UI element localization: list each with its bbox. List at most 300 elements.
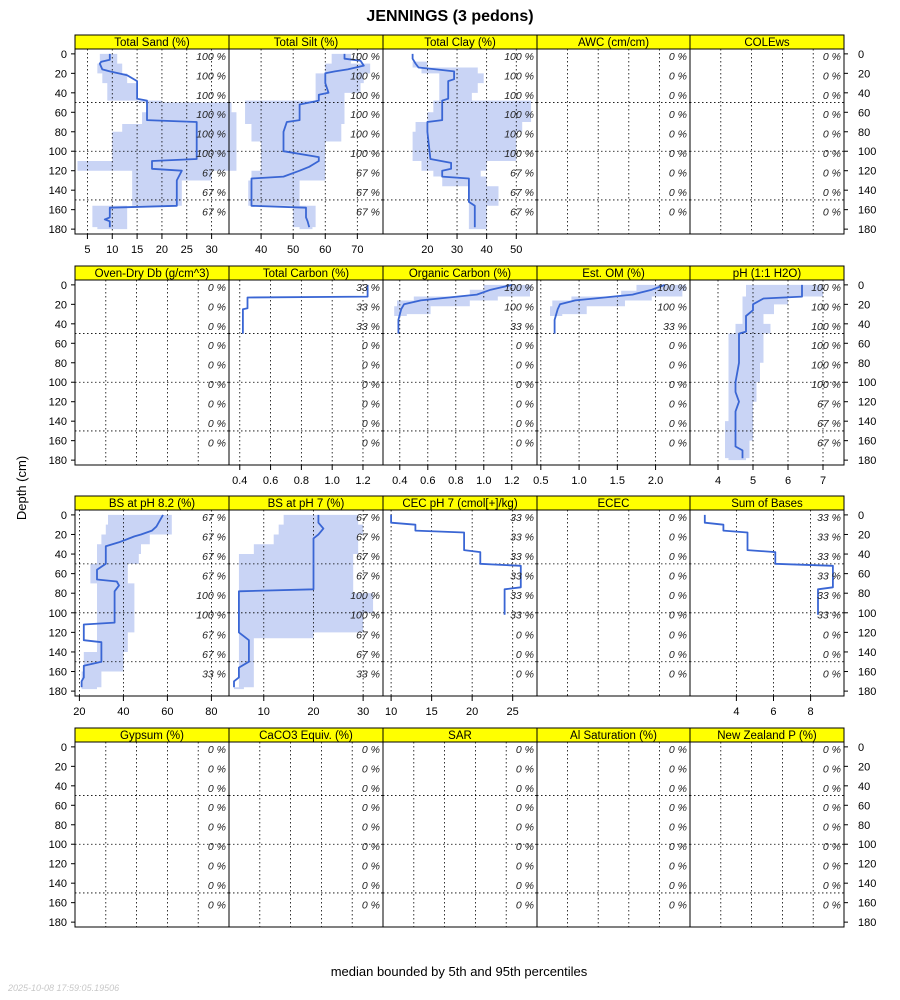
pedon-percent-label: 67 % xyxy=(510,206,534,219)
pedon-percent-label: 0 % xyxy=(668,89,687,102)
depth-tick-label-right: 100 xyxy=(858,607,877,620)
y-axis-label: Depth (cm) xyxy=(14,455,29,521)
pedon-percent-label: 100 % xyxy=(196,109,226,122)
pedon-percent-label: 100 % xyxy=(350,128,380,141)
x-tick-label: 6 xyxy=(770,706,777,718)
pedon-percent-label: 100 % xyxy=(504,148,534,161)
pedon-percent-label: 0 % xyxy=(668,763,687,776)
depth-tick-label-right: 40 xyxy=(858,780,871,793)
pedon-percent-label: 0 % xyxy=(207,398,226,411)
pedon-percent-label: 100 % xyxy=(196,148,226,161)
pedon-percent-label: 0 % xyxy=(515,648,534,661)
pedon-percent-label: 67 % xyxy=(356,206,380,219)
panel-title: Sum of Bases xyxy=(731,498,803,510)
pedon-percent-label: 33 % xyxy=(510,609,534,622)
x-tick-label: 1.0 xyxy=(324,475,340,487)
pedon-percent-label: 100 % xyxy=(657,281,687,294)
pedon-percent-label: 100 % xyxy=(811,301,841,314)
x-tick-label: 0.4 xyxy=(392,475,408,487)
pedon-percent-label: 100 % xyxy=(504,128,534,141)
pedon-percent-label: 0 % xyxy=(515,763,534,776)
pedon-percent-label: 100 % xyxy=(811,320,841,333)
pedon-percent-label: 33 % xyxy=(817,551,841,564)
x-tick-label: 6 xyxy=(784,475,792,487)
pedon-percent-label: 0 % xyxy=(515,629,534,642)
panel-title: Total Sand (%) xyxy=(114,37,190,49)
pedon-percent-label: 0 % xyxy=(822,206,841,219)
depth-tick-label-left: 140 xyxy=(48,185,67,198)
pedon-percent-label: 0 % xyxy=(207,359,226,372)
depth-tick-label-left: 120 xyxy=(48,165,67,178)
depth-tick-label-left: 140 xyxy=(48,878,67,891)
depth-tick-label-left: 120 xyxy=(48,627,67,640)
pedon-percent-label: 0 % xyxy=(822,668,841,681)
depth-tick-label-right: 180 xyxy=(858,224,877,237)
pedon-percent-label: 33 % xyxy=(356,281,380,294)
pedon-percent-label: 0 % xyxy=(668,860,687,873)
pedon-percent-label: 0 % xyxy=(668,359,687,372)
depth-tick-label-left: 140 xyxy=(48,646,67,659)
panel-est-om xyxy=(533,266,690,487)
pedon-percent-label: 67 % xyxy=(817,437,841,450)
panel-title: New Zealand P (%) xyxy=(717,730,817,742)
pedon-percent-label: 0 % xyxy=(668,570,687,583)
depth-tick-label-left: 160 xyxy=(48,666,67,679)
x-tick-label: 4 xyxy=(733,706,740,718)
median-line xyxy=(391,515,521,615)
pedon-percent-label: 0 % xyxy=(822,821,841,834)
pedon-percent-label: 0 % xyxy=(668,668,687,681)
panel-title: BS at pH 8.2 (%) xyxy=(108,498,196,510)
panel-oven-dry-db-g-cm-3 xyxy=(75,266,229,465)
panel-title: ECEC xyxy=(597,498,630,510)
x-tick-label: 2.0 xyxy=(647,475,664,487)
pedon-percent-label: 33 % xyxy=(817,609,841,622)
pedon-percent-label: 0 % xyxy=(207,821,226,834)
pedon-percent-label: 33 % xyxy=(510,511,534,524)
depth-tick-label-right: 60 xyxy=(858,338,871,351)
pedon-percent-label: 0 % xyxy=(822,802,841,815)
panel-caco3-equiv xyxy=(229,728,383,927)
pedon-percent-label: 0 % xyxy=(207,320,226,333)
depth-tick-label-right: 160 xyxy=(858,897,877,910)
depth-tick-label-left: 60 xyxy=(54,338,67,351)
panel-title: CEC pH 7 (cmol[+]/kg) xyxy=(402,498,518,510)
pedon-percent-label: 0 % xyxy=(822,880,841,893)
panel-frame xyxy=(383,742,537,927)
pedon-percent-label: 100 % xyxy=(350,50,380,63)
panel-grid xyxy=(49,35,877,929)
panel-grid-lines xyxy=(229,742,383,927)
x-tick-label: 40 xyxy=(117,706,130,718)
pedon-percent-label: 0 % xyxy=(668,379,687,392)
pedon-percent-label: 0 % xyxy=(668,841,687,854)
x-tick-label: 40 xyxy=(254,244,268,256)
pedon-percent-label: 100 % xyxy=(350,89,380,102)
panel-ph-1-1-h2o xyxy=(690,266,844,487)
panel-title: Oven-Dry Db (g/cm^3) xyxy=(94,268,210,280)
pedon-percent-label: 100 % xyxy=(811,340,841,353)
depth-tick-label-right: 0 xyxy=(858,741,865,754)
depth-tick-label-right: 180 xyxy=(858,686,877,699)
panel-total-carbon xyxy=(229,266,383,487)
panel-title: Est. OM (%) xyxy=(582,268,645,280)
pedon-percent-label: 0 % xyxy=(361,841,380,854)
panel-grid-lines xyxy=(537,510,690,696)
pedon-percent-label: 0 % xyxy=(668,148,687,161)
panel-grid-lines xyxy=(537,49,690,234)
pedon-percent-label: 33 % xyxy=(510,551,534,564)
x-tick-label: 15 xyxy=(425,706,438,718)
pedon-percent-label: 67 % xyxy=(356,167,380,180)
x-tick-label: 0.6 xyxy=(262,475,279,487)
depth-tick-label-left: 60 xyxy=(54,800,67,813)
pedon-percent-label: 67 % xyxy=(356,531,380,544)
pedon-percent-label: 0 % xyxy=(668,590,687,603)
pedon-percent-label: 0 % xyxy=(822,782,841,795)
pedon-percent-label: 0 % xyxy=(668,511,687,524)
pedon-percent-label: 67 % xyxy=(356,570,380,583)
depth-tick-label-right: 20 xyxy=(858,68,871,81)
pedon-percent-label: 0 % xyxy=(668,70,687,83)
depth-tick-label-left: 20 xyxy=(54,299,67,312)
pedon-percent-label: 33 % xyxy=(663,320,687,333)
pedon-percent-label: 0 % xyxy=(361,782,380,795)
x-tick-label: 0.5 xyxy=(533,475,549,487)
x-tick-label: 1.2 xyxy=(504,475,520,487)
pedon-percent-label: 0 % xyxy=(822,89,841,102)
x-tick-label: 1.0 xyxy=(476,475,492,487)
x-tick-label: 5 xyxy=(749,475,757,487)
pedon-percent-label: 67 % xyxy=(202,629,226,642)
depth-tick-label-right: 120 xyxy=(858,396,877,409)
pedon-percent-label: 67 % xyxy=(356,629,380,642)
pedon-percent-label: 0 % xyxy=(822,50,841,63)
pedon-percent-label: 0 % xyxy=(668,551,687,564)
pedon-percent-label: 0 % xyxy=(207,841,226,854)
pedon-percent-label: 0 % xyxy=(207,281,226,294)
pedon-percent-label: 67 % xyxy=(202,531,226,544)
depth-tick-label-right: 120 xyxy=(858,627,877,640)
x-tick-label: 0.8 xyxy=(293,475,310,487)
panel-frame xyxy=(537,510,690,696)
pedon-percent-label: 0 % xyxy=(207,379,226,392)
pedon-percent-label: 33 % xyxy=(817,511,841,524)
pedon-percent-label: 0 % xyxy=(515,398,534,411)
depth-tick-label-left: 40 xyxy=(54,549,67,562)
depth-tick-label-right: 80 xyxy=(858,126,871,139)
pedon-percent-label: 0 % xyxy=(207,782,226,795)
pedon-percent-label: 100 % xyxy=(504,301,534,314)
panel-title: COLEws xyxy=(744,37,790,49)
depth-tick-label-left: 100 xyxy=(48,146,67,159)
pedon-percent-label: 0 % xyxy=(207,899,226,912)
pedon-percent-label: 0 % xyxy=(361,899,380,912)
depth-tick-label-right: 180 xyxy=(858,455,877,468)
depth-tick-label-right: 140 xyxy=(858,185,877,198)
panel-sar xyxy=(383,728,537,927)
panel-grid-lines xyxy=(75,742,229,927)
pedon-percent-label: 67 % xyxy=(202,570,226,583)
x-tick-label: 8 xyxy=(807,706,814,718)
panel-organic-carbon xyxy=(383,266,537,487)
x-tick-label: 5 xyxy=(84,244,91,256)
pedon-percent-label: 67 % xyxy=(202,551,226,564)
pedon-percent-label: 33 % xyxy=(356,320,380,333)
depth-tick-label-left: 140 xyxy=(48,416,67,429)
panel-title: Al Saturation (%) xyxy=(570,730,657,742)
depth-tick-label-left: 80 xyxy=(54,588,67,601)
panel-al-saturation xyxy=(537,728,690,927)
panel-title: BS at pH 7 (%) xyxy=(267,498,345,510)
depth-tick-label-left: 0 xyxy=(60,279,67,292)
pedon-percent-label: 0 % xyxy=(361,802,380,815)
x-tick-label: 20 xyxy=(307,706,320,718)
depth-tick-label-right: 20 xyxy=(858,761,871,774)
depth-tick-label-left: 40 xyxy=(54,780,67,793)
panel-title: Total Silt (%) xyxy=(273,37,339,49)
depth-tick-label-right: 20 xyxy=(858,299,871,312)
pedon-percent-label: 100 % xyxy=(196,609,226,622)
x-tick-label: 30 xyxy=(357,706,370,718)
panel-grid-lines xyxy=(537,742,690,927)
depth-tick-label-left: 100 xyxy=(48,377,67,390)
pedon-percent-label: 0 % xyxy=(361,860,380,873)
x-tick-label: 1.5 xyxy=(609,475,625,487)
pedon-percent-label: 100 % xyxy=(504,50,534,63)
pedon-percent-label: 0 % xyxy=(668,899,687,912)
depth-tick-label-left: 80 xyxy=(54,126,67,139)
depth-tick-label-left: 0 xyxy=(60,509,67,522)
depth-tick-label-left: 120 xyxy=(48,396,67,409)
depth-tick-label-right: 60 xyxy=(858,800,871,813)
depth-tick-label-left: 160 xyxy=(48,897,67,910)
pedon-percent-label: 0 % xyxy=(361,763,380,776)
x-tick-label: 40 xyxy=(480,244,493,256)
panel-colews xyxy=(690,35,844,234)
pedon-percent-label: 0 % xyxy=(822,148,841,161)
pedon-percent-label: 0 % xyxy=(822,70,841,83)
pedon-percent-label: 33 % xyxy=(510,320,534,333)
depth-tick-label-right: 120 xyxy=(858,858,877,871)
pedon-percent-label: 100 % xyxy=(196,128,226,141)
pedon-percent-label: 0 % xyxy=(515,437,534,450)
pedon-percent-label: 0 % xyxy=(515,782,534,795)
pedon-percent-label: 67 % xyxy=(356,648,380,661)
panel-frame xyxy=(537,742,690,927)
pedon-percent-label: 100 % xyxy=(504,70,534,83)
panel-frame xyxy=(75,742,229,927)
pedon-percent-label: 33 % xyxy=(510,590,534,603)
depth-tick-label-right: 80 xyxy=(858,357,871,370)
panel-frame xyxy=(537,49,690,234)
pedon-percent-label: 100 % xyxy=(657,301,687,314)
x-tick-label: 70 xyxy=(351,244,364,256)
pedon-percent-label: 0 % xyxy=(361,359,380,372)
pedon-percent-label: 100 % xyxy=(350,148,380,161)
x-tick-label: 30 xyxy=(205,244,218,256)
pedon-percent-label: 67 % xyxy=(356,511,380,524)
depth-tick-label-left: 0 xyxy=(60,48,67,61)
pedon-percent-label: 0 % xyxy=(361,418,380,431)
pedon-percent-label: 0 % xyxy=(515,880,534,893)
pedon-percent-label: 33 % xyxy=(356,301,380,314)
depth-tick-label-left: 180 xyxy=(48,686,67,699)
pedon-percent-label: 33 % xyxy=(356,668,380,681)
x-tick-label: 30 xyxy=(450,244,464,256)
panel-frame xyxy=(690,49,844,234)
pedon-percent-label: 0 % xyxy=(207,340,226,353)
pedon-percent-label: 0 % xyxy=(822,167,841,180)
panel-title: CaCO3 Equiv. (%) xyxy=(259,730,353,742)
x-tick-label: 10 xyxy=(384,706,398,718)
pedon-percent-label: 0 % xyxy=(515,821,534,834)
pedon-percent-label: 0 % xyxy=(668,629,687,642)
pedon-percent-label: 33 % xyxy=(817,531,841,544)
pedon-percent-label: 0 % xyxy=(822,648,841,661)
pedon-percent-label: 100 % xyxy=(504,281,534,294)
pedon-percent-label: 0 % xyxy=(668,802,687,815)
panel-title: pH (1:1 H2O) xyxy=(732,268,802,280)
x-tick-label: 50 xyxy=(287,244,300,256)
pedon-percent-label: 0 % xyxy=(668,50,687,63)
pedon-percent-label: 0 % xyxy=(822,841,841,854)
depth-tick-label-left: 160 xyxy=(48,435,67,448)
depth-tick-label-right: 80 xyxy=(858,819,871,832)
pedon-percent-label: 0 % xyxy=(361,880,380,893)
x-tick-label: 1.2 xyxy=(355,475,371,487)
chart-title: JENNINGS (3 pedons) xyxy=(366,8,534,25)
x-tick-label: 0.4 xyxy=(232,475,248,487)
pedon-percent-label: 100 % xyxy=(811,359,841,372)
panel-frame xyxy=(75,280,229,465)
pedon-percent-label: 67 % xyxy=(202,648,226,661)
pedon-percent-label: 0 % xyxy=(361,398,380,411)
percentile-band xyxy=(725,285,823,460)
timestamp: 2025-10-08 17:59:05.19506 xyxy=(8,983,120,993)
depth-tick-label-right: 0 xyxy=(858,48,865,61)
pedon-percent-label: 0 % xyxy=(668,437,687,450)
depth-tick-label-left: 120 xyxy=(48,858,67,871)
depth-tick-label-left: 180 xyxy=(48,455,67,468)
x-tick-label: 1.0 xyxy=(571,475,587,487)
panel-gypsum xyxy=(75,728,229,927)
x-tick-label: 25 xyxy=(506,706,519,718)
panel-grid-lines xyxy=(75,280,229,465)
x-tick-label: 80 xyxy=(205,706,218,718)
pedon-percent-label: 0 % xyxy=(668,109,687,122)
pedon-percent-label: 0 % xyxy=(515,668,534,681)
pedon-percent-label: 0 % xyxy=(515,841,534,854)
depth-tick-label-left: 180 xyxy=(48,224,67,237)
pedon-percent-label: 0 % xyxy=(207,418,226,431)
pedon-percent-label: 0 % xyxy=(822,763,841,776)
x-tick-label: 20 xyxy=(155,244,169,256)
x-tick-label: 4 xyxy=(714,475,722,487)
pedon-percent-label: 0 % xyxy=(207,802,226,815)
depth-tick-label-right: 120 xyxy=(858,165,877,178)
pedon-percent-label: 0 % xyxy=(668,128,687,141)
pedon-percent-label: 0 % xyxy=(668,743,687,756)
panel-title: Total Clay (%) xyxy=(424,37,496,49)
pedon-percent-label: 0 % xyxy=(822,629,841,642)
pedon-percent-label: 0 % xyxy=(668,880,687,893)
pedon-percent-label: 0 % xyxy=(822,743,841,756)
pedon-percent-label: 67 % xyxy=(202,206,226,219)
depth-tick-label-right: 140 xyxy=(858,646,877,659)
pedon-percent-label: 100 % xyxy=(504,89,534,102)
depth-tick-label-left: 40 xyxy=(54,318,67,331)
depth-tick-label-left: 20 xyxy=(54,529,67,542)
panel-new-zealand-p xyxy=(690,728,844,927)
x-tick-label: 60 xyxy=(319,244,332,256)
panel-title: AWC (cm/cm) xyxy=(577,37,650,49)
pedon-percent-label: 100 % xyxy=(196,70,226,83)
pedon-percent-label: 67 % xyxy=(510,187,534,200)
pedon-percent-label: 0 % xyxy=(515,802,534,815)
depth-tick-label-left: 60 xyxy=(54,107,67,120)
pedon-percent-label: 0 % xyxy=(207,743,226,756)
panel-frame xyxy=(690,742,844,927)
pedon-percent-label: 0 % xyxy=(822,128,841,141)
depth-tick-label-left: 20 xyxy=(54,761,67,774)
pedon-percent-label: 0 % xyxy=(668,648,687,661)
depth-tick-label-right: 60 xyxy=(858,107,871,120)
depth-tick-label-right: 160 xyxy=(858,435,877,448)
depth-tick-label-left: 40 xyxy=(54,87,67,100)
depth-tick-label-right: 0 xyxy=(858,509,865,522)
x-tick-label: 50 xyxy=(510,244,523,256)
panel-grid-lines xyxy=(383,742,537,927)
pedon-percent-label: 100 % xyxy=(811,379,841,392)
pedon-percent-label: 100 % xyxy=(350,109,380,122)
pedon-percent-label: 0 % xyxy=(515,359,534,372)
depth-tick-label-right: 0 xyxy=(858,279,865,292)
panel-grid-lines xyxy=(690,49,844,234)
pedon-percent-label: 100 % xyxy=(196,50,226,63)
pedon-percent-label: 0 % xyxy=(361,379,380,392)
depth-tick-label-left: 20 xyxy=(54,68,67,81)
pedon-percent-label: 0 % xyxy=(515,899,534,912)
pedon-percent-label: 0 % xyxy=(822,109,841,122)
pedon-percent-label: 0 % xyxy=(668,398,687,411)
pedon-percent-label: 0 % xyxy=(515,418,534,431)
panel-awc-cm-cm xyxy=(537,35,690,234)
depth-tick-label-right: 140 xyxy=(858,878,877,891)
pedon-percent-label: 67 % xyxy=(356,551,380,564)
depth-tick-label-right: 140 xyxy=(858,416,877,429)
pedon-percent-label: 0 % xyxy=(515,340,534,353)
x-tick-label: 0.8 xyxy=(448,475,464,487)
pedon-percent-label: 0 % xyxy=(668,609,687,622)
depth-tick-label-left: 80 xyxy=(54,819,67,832)
pedon-percent-label: 0 % xyxy=(207,860,226,873)
pedon-percent-label: 0 % xyxy=(207,880,226,893)
pedon-percent-label: 100 % xyxy=(350,70,380,83)
pedon-percent-label: 33 % xyxy=(817,590,841,603)
pedon-percent-label: 100 % xyxy=(350,590,380,603)
x-tick-label: 60 xyxy=(161,706,174,718)
pedon-percent-label: 100 % xyxy=(196,89,226,102)
chart-footer: median bounded by 5th and 95th percentiles xyxy=(330,964,588,979)
pedon-percent-label: 33 % xyxy=(510,570,534,583)
pedon-percent-label: 33 % xyxy=(817,570,841,583)
pedon-percent-label: 0 % xyxy=(668,187,687,200)
depth-tick-label-right: 40 xyxy=(858,549,871,562)
depth-tick-label-right: 100 xyxy=(858,146,877,159)
depth-tick-label-left: 100 xyxy=(48,839,67,852)
pedon-percent-label: 100 % xyxy=(811,281,841,294)
